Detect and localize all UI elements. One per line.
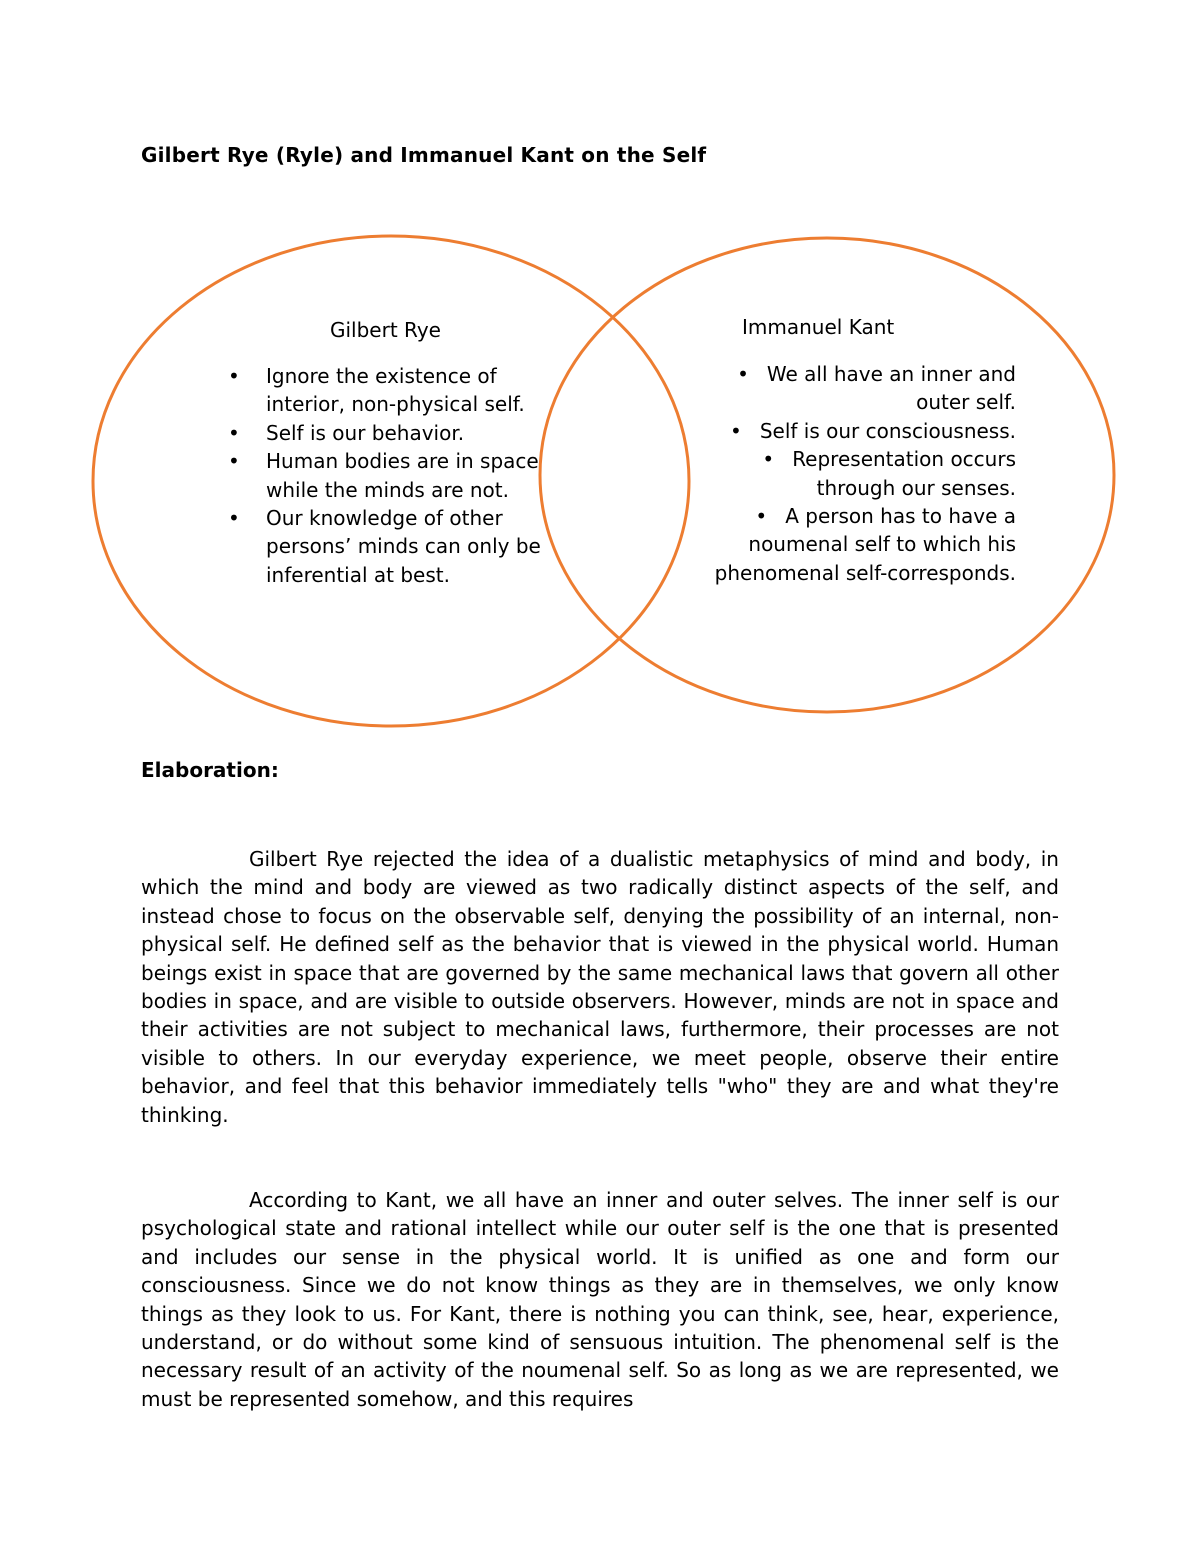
paragraph-kant: According to Kant, we all have an inner and outer selves. The inner self is our psychological state and rational intellect while our outer self is the one that is presented and includes our sense in the physical world. It is unified as one and form our consciousness. Since we do not know things as they are in themselves, we only know things as they look to us. For Kant, there is nothing you can think, see, hear, experience, understand, or do without some kind of sensuous intuition. The phenomenal self is the necessary result of an activity of the noumenal self. So as long as we are represented, we must be represented somehow, and this requires: [141, 1188, 1059, 1411]
list-item: • Our knowledge of other persons’ minds can only be inferential at best.: [228, 504, 573, 589]
elaboration-heading: Elaboration:: [141, 758, 279, 782]
venn-diagram: [0, 0, 1200, 760]
page-title: Gilbert Rye (Ryle) and Immanuel Kant on the Self: [141, 143, 707, 167]
list-item: • Human bodies are in space while the minds are not.: [228, 447, 573, 504]
right-circle-list: [690, 360, 1016, 587]
bullet-icon: •: [755, 504, 768, 529]
list-item-text: Representation occurs through our senses.: [792, 447, 1016, 500]
right-circle-heading: Immanuel Kant: [742, 315, 895, 339]
list-item-text: We all have an inner and outer self.: [766, 362, 1016, 415]
bullet-icon: •: [730, 418, 742, 443]
bullet-icon: •: [737, 362, 749, 386]
paragraph-ryle: Gilbert Rye rejected the idea of a dualistic metaphysics of mind and body, in which the mind and body are viewed as two radically distinct aspects of the self, and instead chose to focus on the observable self, denying the possibility of an internal, non-physical self. He defined self as the behavior that is viewed in the physical world. Human beings exist in space that are governed by the same mechanical laws that govern all other bodies in space, and are visible to outside observers. However, minds are not in space and their activities are not subject to mechanical laws, furthermore, their processes are not visible to others. In our everyday experience, we meet people, observe their entire behavior, and feel that this behavior immediately tells "who" they are and what they're thinking.: [141, 847, 1059, 1127]
list-item: [690, 360, 1016, 417]
left-circle-heading: Gilbert Rye: [330, 318, 441, 342]
list-item: [690, 417, 1016, 445]
list-item: [690, 445, 1016, 502]
list-item: • Self is our behavior.: [228, 419, 573, 447]
list-item-text: Self is our consciousness.: [759, 418, 1016, 443]
left-circle-list: [228, 362, 573, 589]
list-item: [690, 502, 1016, 587]
list-item-text: A person has to have a noumenal self to which his phenomenal self-corresponds.: [714, 504, 1016, 585]
bullet-icon: •: [762, 447, 775, 472]
list-item: • Ignore the existence of interior, non-physical self.: [228, 362, 573, 419]
